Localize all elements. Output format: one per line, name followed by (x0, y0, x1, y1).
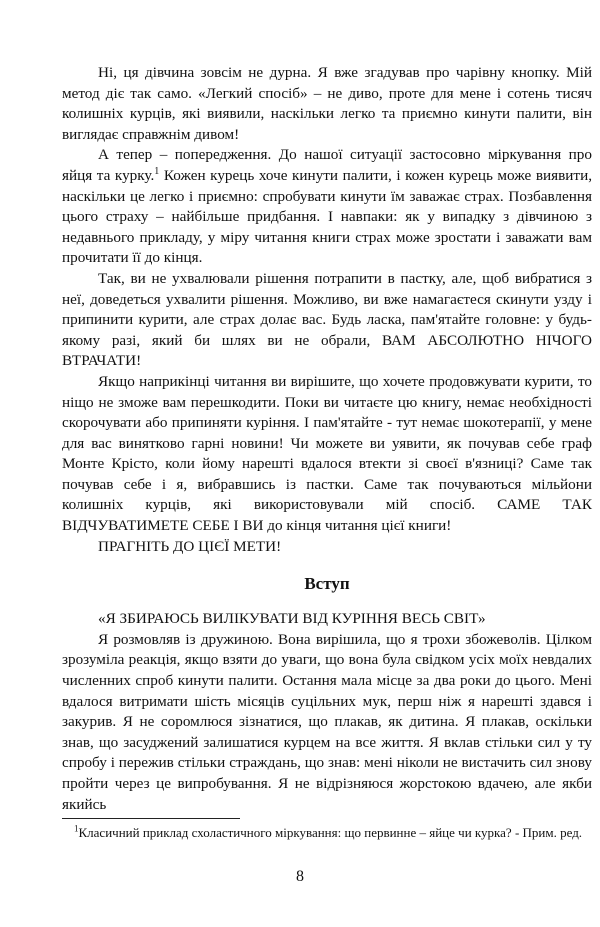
footnote-reference: 1 (154, 165, 160, 177)
intro-paragraph: Я розмовляв із дружиною. Вона вирішила, що я трохи збожеволів. Цілком зрозуміла реакція, якщо взяти до уваги, що вона була свідком усіх моїх невдалих численних спроб кинути палити. Остання мала місце за два роки до цього. Мені вдалося витримати шість місяців суцільних мук, перш ніж я нарешті здався і закурив. Я не соромлюся зізнатися, що плакав, як дитина. Я плакав, оскільки знав, що засуджений залишатися курцем на все життя. Я вклав стільки сил у ту спробу і пережив стільки страждань, що знав: мені ніколи не вистачить сил знову пройти через це випробування. Я не відрізняюся жорстокою вдачею, але якби якийсь (62, 630, 592, 813)
paragraph-2-start: А тепер – попередження. До нашої ситуації застосовно міркування про яйця та курку. (62, 146, 592, 184)
main-text-column (62, 63, 592, 815)
section-heading: Вступ (304, 574, 350, 594)
paragraph-5-call-to-action: ПРАГНІТЬ ДО ЦІЄЇ МЕТИ! (98, 537, 282, 555)
paragraph-3: Так, ви не ухвалювали рішення потрапити в пастку, але, щоб вибратися з неї, доведеться ухвалити рішення. Можливо, ви вже намагаєтеся скинути узду і припинити курити, але страх долає вас. Будь ласка, пам'ятайте головне: у будь-якому разі, який би шлях ви не обрали, ВАМ АБСОЛЮТНО НІЧОГО ВТРАЧАТИ! (62, 269, 592, 370)
section-subheading: «Я ЗБИРАЮСЬ ВИЛІКУВАТИ ВІД КУРІННЯ ВЕСЬ СВІТ» (98, 610, 486, 628)
paragraph-4: Якщо наприкінці читання ви вирішите, що хочете продовжувати курити, то ніщо не зможе вам перешкодити. Поки ви читаєте цю книгу, немає необхідності скорочувати або припиняти куріння. І пам'ятайте - тут немає шокотерапії, у мене для вас винятково гарні новини! Чи можете ви уявити, як почував себе граф Монте Крісто, коли йому нарешті вдалося втекти зі своєї в'язниці? Саме так почував себе і я, вибравшись із пастки. Саме так почуваються мільйони колишніх курців, які використовували мій спосіб. САМЕ ТАК ВІДЧУВАТИМЕТЕ СЕБЕ І ВИ до кінця читання цієї книги! (62, 372, 592, 535)
paragraph-2 (62, 145, 592, 269)
footnote-text: Класичний приклад схоластичного міркування: що первинне – яйце чи курка? - Прим. ред. (78, 825, 583, 840)
footnote-number: 1 (74, 823, 79, 834)
footnote (62, 824, 590, 842)
paragraph-1: Ні, ця дівчина зовсім не дурна. Я вже згадував про чарівну кнопку. Мій метод діє так само. «Легкий спосіб» – не диво, проте для мене і сотень тисяч колишніх курців, які виявили, наскільки легко та приємно кинути палити, він виглядає справжнім дивом! (62, 64, 592, 143)
page-number: 8 (296, 868, 304, 885)
footnote-divider (62, 818, 240, 819)
paragraph-2-rest: Кожен курець хоче кинути палити, і кожен курець може виявити, наскільки це легко і приємно: спробувати кинути їм заважає страх. Позбавлення цього страху – найбільше придбання. І навпаки: як у випадку з дівчиною з недавнього прикладу, у міру читання книги страх може зростати і заважати вам прочитати її до кінця. (62, 166, 592, 267)
